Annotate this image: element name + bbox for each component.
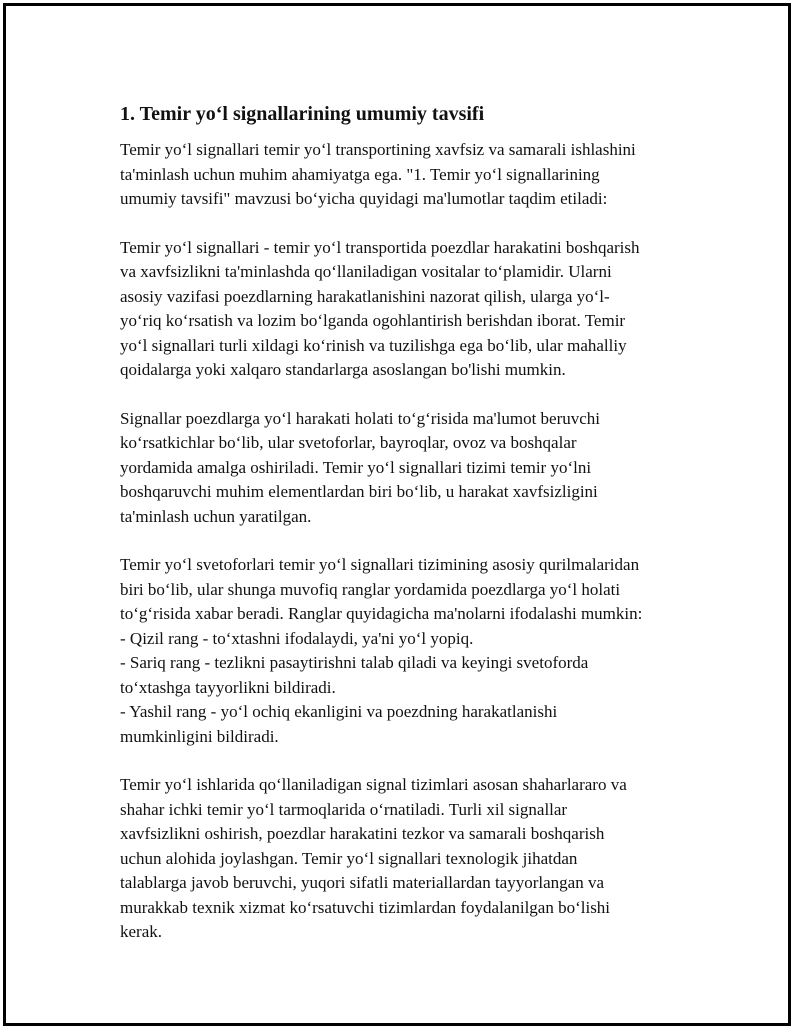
text-line: murakkab texnik xizmat ko‘rsatuvchi tizimlardan foydalanilgan bo‘lishi bbox=[120, 897, 611, 917]
text-line: ta'minlash uchun yaratilgan. bbox=[120, 506, 312, 526]
text-line: ko‘rsatkichlar bo‘lib, ular svetoforlar, bayroqlar, ovoz va boshqalar bbox=[120, 433, 577, 452]
text-line: yo‘l signallari turli xildagi ko‘rinish va tuzilishga ega bo‘lib, ular mahalliy bbox=[120, 335, 627, 355]
document-page bbox=[3, 3, 791, 1026]
list-item-yellow: - Sariq rang - tezlikni pasaytirishni talab qiladi va keyingi svetoforda bbox=[120, 653, 589, 672]
paragraph-signal-systems bbox=[120, 773, 690, 945]
text-line: va xavfsizlikni ta'minlashda qo‘llaniladigan vositalar to‘plamidir. Ularni bbox=[120, 262, 612, 281]
text-line: biri bo‘lib, ular shunga muvofiq ranglar yordamida poezdlarga yo‘l holati bbox=[120, 579, 621, 599]
text-line: ta'minlash uchun muhim ahamiyatga ega. "1. Temir yo‘l signallarining bbox=[120, 164, 600, 184]
text-line: uchun alohida joylashgan. Temir yo‘l signallari texnologik jihatdan bbox=[120, 848, 578, 868]
text-line: Temir yo‘l ishlarida qo‘llaniladigan signal tizimlari asosan shaharlararo va bbox=[120, 775, 627, 794]
text-line: qoidalarga yoki xalqaro standarlarga asoslangan bo'lishi mumkin. bbox=[120, 360, 566, 379]
paragraph-traffic-lights bbox=[120, 553, 690, 749]
text-line: Temir yo‘l signallari - temir yo‘l transportida poezdlar harakatini boshqarish bbox=[120, 237, 640, 257]
text-line: umumiy tavsifi" mavzusi bo‘yicha quyidagi ma'lumotlar taqdim etiladi: bbox=[120, 189, 608, 208]
text-line: Signallar poezdlarga yo‘l harakati holati to‘g‘risida ma'lumot beruvchi bbox=[120, 408, 601, 428]
text-line: shahar ichki temir yo‘l tarmoqlarida o‘rnatiladi. Turli xil signallar bbox=[120, 799, 568, 819]
paragraph-signals bbox=[120, 407, 690, 530]
text-line: Temir yo‘l signallari temir yo‘l transportining xavfsiz va samarali ishlashini bbox=[120, 140, 636, 159]
text-line: talablarga javob beruvchi, yuqori sifatli materiallardan tayyorlangan va bbox=[120, 873, 605, 892]
text-line: yordamida amalga oshiriladi. Temir yo‘l signallari tizimi temir yo‘lni bbox=[120, 457, 592, 477]
text-line: boshqaruvchi muhim elementlardan biri bo‘lib, u harakat xavfsizligini bbox=[120, 482, 598, 501]
text-line: to‘g‘risida xabar beradi. Ranglar quyidagicha ma'nolarni ifodalashi mumkin: bbox=[120, 604, 643, 623]
paragraph-intro bbox=[120, 138, 690, 212]
document-body bbox=[120, 102, 690, 969]
text-line: kerak. bbox=[120, 922, 163, 941]
list-item-red: - Qizil rang - to‘xtashni ifodalaydi, ya'ni yo‘l yopiq. bbox=[120, 628, 474, 648]
section-heading: 1. Temir yo‘l signallarining umumiy tavsifi bbox=[120, 103, 485, 125]
text-line: yo‘riq ko‘rsatish va lozim bo‘lganda ogohlantirish berishdan iborat. Temir bbox=[120, 311, 626, 330]
paragraph-definition bbox=[120, 236, 690, 383]
text-line: to‘xtashga tayyorlikni bildiradi. bbox=[120, 677, 336, 697]
list-item-green: - Yashil rang - yo‘l ochiq ekanligini va poezdning harakatlanishi bbox=[120, 702, 558, 721]
text-line: Temir yo‘l svetoforlari temir yo‘l signallari tizimining asosiy qurilmalaridan bbox=[120, 555, 640, 574]
text-line: asosiy vazifasi poezdlarning harakatlanishini nazorat qilish, ularga yo‘l- bbox=[120, 286, 610, 306]
text-line: mumkinligini bildiradi. bbox=[120, 726, 279, 746]
text-line: xavfsizlikni oshirish, poezdlar harakatini tezkor va samarali boshqarish bbox=[120, 824, 605, 843]
